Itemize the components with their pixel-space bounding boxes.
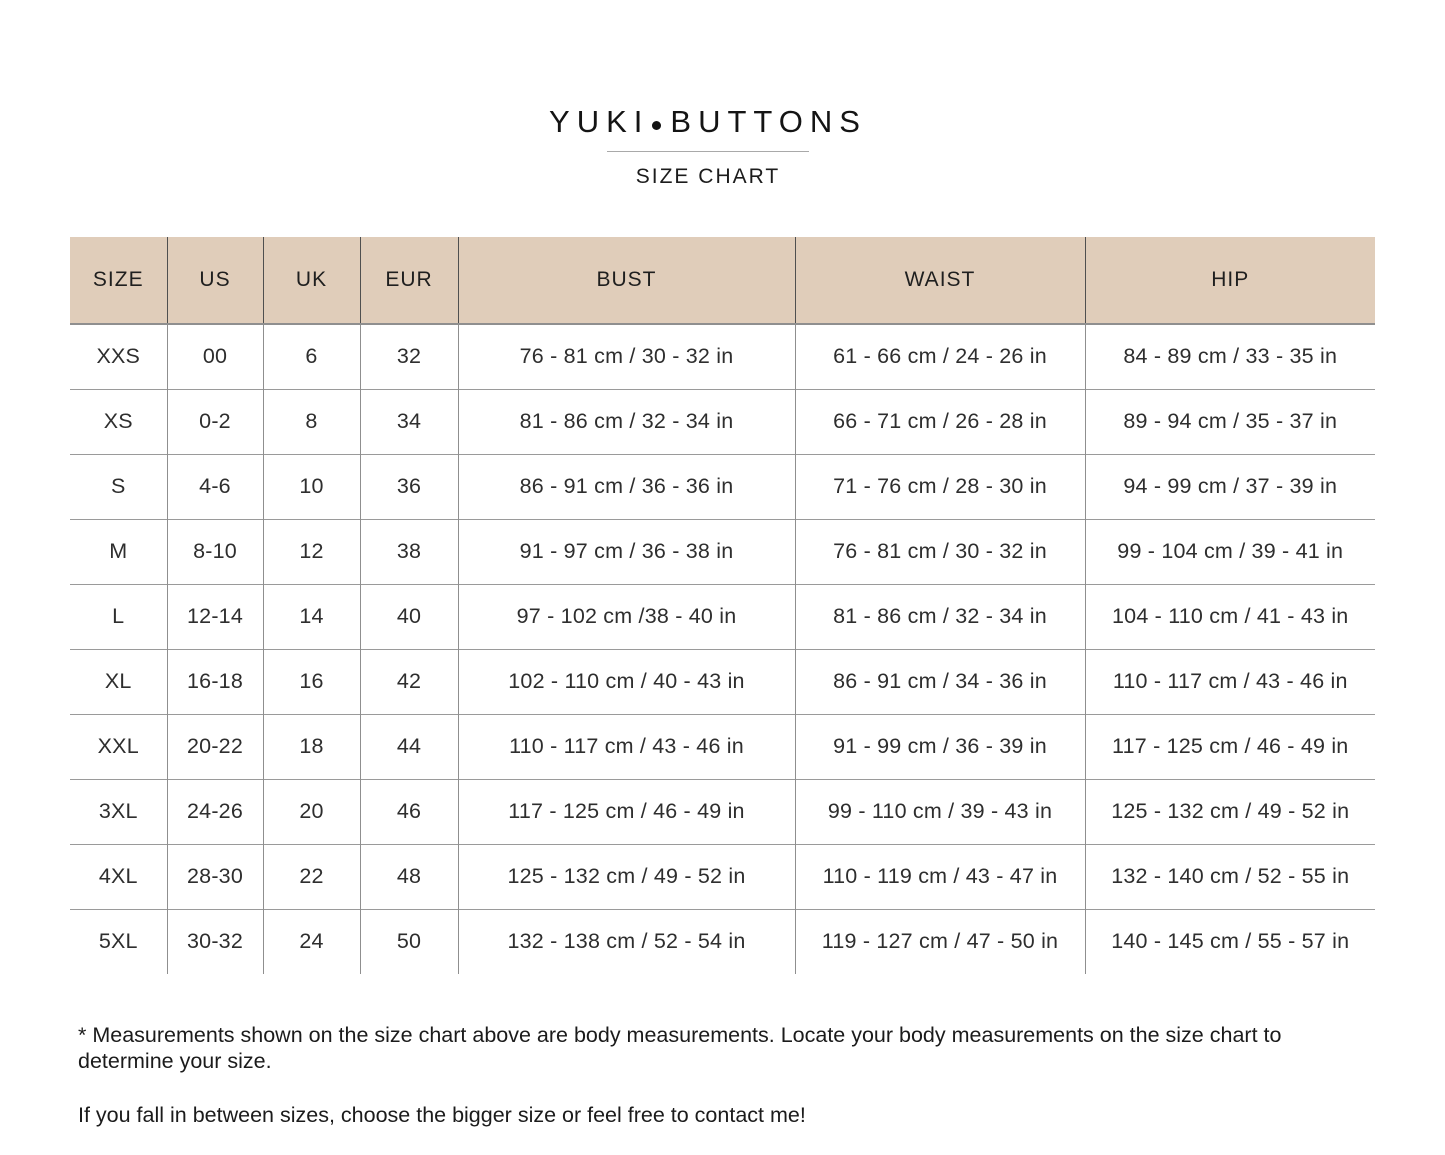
cell-hip: 125 - 132 cm / 49 - 52 in xyxy=(1085,779,1375,844)
cell-hip: 104 - 110 cm / 41 - 43 in xyxy=(1085,584,1375,649)
cell-bust: 97 - 102 cm /38 - 40 in xyxy=(458,584,795,649)
cell-eur: 44 xyxy=(360,714,458,779)
column-header-hip: HIP xyxy=(1085,237,1375,324)
measurement-note: * Measurements shown on the size chart above are body measurements. Locate your body measurements on the size chart to determine your size. xyxy=(78,1023,1282,1074)
cell-size: XL xyxy=(70,649,167,714)
cell-hip: 110 - 117 cm / 43 - 46 in xyxy=(1085,649,1375,714)
cell-waist: 99 - 110 cm / 39 - 43 in xyxy=(795,779,1085,844)
column-header-us: US xyxy=(167,237,263,324)
cell-size: 4XL xyxy=(70,844,167,909)
cell-us: 16-18 xyxy=(167,649,263,714)
cell-bust: 86 - 91 cm / 36 - 36 in xyxy=(458,454,795,519)
column-header-eur: EUR xyxy=(360,237,458,324)
cell-uk: 18 xyxy=(263,714,360,779)
cell-hip: 117 - 125 cm / 46 - 49 in xyxy=(1085,714,1375,779)
cell-bust: 132 - 138 cm / 52 - 54 in xyxy=(458,909,795,974)
table-row-4xl xyxy=(70,844,1375,909)
cell-size: M xyxy=(70,519,167,584)
cell-hip: 99 - 104 cm / 39 - 41 in xyxy=(1085,519,1375,584)
cell-eur: 50 xyxy=(360,909,458,974)
cell-waist: 71 - 76 cm / 28 - 30 in xyxy=(795,454,1085,519)
cell-us: 4-6 xyxy=(167,454,263,519)
cell-uk: 10 xyxy=(263,454,360,519)
cell-us: 00 xyxy=(167,324,263,389)
table-row-xxs xyxy=(70,324,1375,389)
cell-size: XXL xyxy=(70,714,167,779)
size-table-body xyxy=(70,324,1375,974)
cell-waist: 66 - 71 cm / 26 - 28 in xyxy=(795,389,1085,454)
cell-eur: 42 xyxy=(360,649,458,714)
cell-uk: 14 xyxy=(263,584,360,649)
cell-size: 3XL xyxy=(70,779,167,844)
size-table-header-row xyxy=(70,237,1375,324)
cell-size: XS xyxy=(70,389,167,454)
cell-size: 5XL xyxy=(70,909,167,974)
table-row-5xl xyxy=(70,909,1375,974)
table-row-l xyxy=(70,584,1375,649)
document-header xyxy=(0,104,1416,189)
cell-eur: 36 xyxy=(360,454,458,519)
size-chart-table xyxy=(70,237,1375,974)
cell-us: 30-32 xyxy=(167,909,263,974)
title-divider xyxy=(607,151,809,152)
column-header-uk: UK xyxy=(263,237,360,324)
cell-waist: 119 - 127 cm / 47 - 50 in xyxy=(795,909,1085,974)
cell-uk: 24 xyxy=(263,909,360,974)
cell-size: S xyxy=(70,454,167,519)
cell-eur: 40 xyxy=(360,584,458,649)
cell-hip: 84 - 89 cm / 33 - 35 in xyxy=(1123,344,1338,369)
cell-eur: 32 xyxy=(360,324,458,389)
cell-waist: 110 - 119 cm / 43 - 47 in xyxy=(795,844,1085,909)
between-sizes-note: If you fall in between sizes, choose the bigger size or feel free to contact me! xyxy=(78,1103,806,1128)
cell-bust: 102 - 110 cm / 40 - 43 in xyxy=(458,649,795,714)
cell-bust: 110 - 117 cm / 43 - 46 in xyxy=(458,714,795,779)
cell-bust: 76 - 81 cm / 30 - 32 in xyxy=(458,324,795,389)
cell-uk: 12 xyxy=(263,519,360,584)
cell-waist: 76 - 81 cm / 30 - 32 in xyxy=(795,519,1085,584)
cell-waist: 81 - 86 cm / 32 - 34 in xyxy=(795,584,1085,649)
cell-us: 28-30 xyxy=(167,844,263,909)
brand-name-right: BUTTONS xyxy=(670,104,867,139)
table-row-xxl xyxy=(70,714,1375,779)
brand-title xyxy=(549,104,867,140)
cell-us: 20-22 xyxy=(167,714,263,779)
table-row-m xyxy=(70,519,1375,584)
cell-uk: 20 xyxy=(263,779,360,844)
cell-waist: 86 - 91 cm / 34 - 36 in xyxy=(795,649,1085,714)
cell-us: 0-2 xyxy=(167,389,263,454)
cell-us: 24-26 xyxy=(167,779,263,844)
cell-eur: 46 xyxy=(360,779,458,844)
page-title: SIZE CHART xyxy=(635,165,781,188)
cell-us: 12-14 xyxy=(167,584,263,649)
table-row-xs xyxy=(70,389,1375,454)
table-row-s xyxy=(70,454,1375,519)
cell-uk: 6 xyxy=(263,324,360,389)
cell-waist: 61 - 66 cm / 24 - 26 in xyxy=(795,324,1085,389)
table-row-3xl xyxy=(70,779,1375,844)
cell-hip: 89 - 94 cm / 35 - 37 in xyxy=(1085,389,1375,454)
cell-hip: 132 - 140 cm / 52 - 55 in xyxy=(1085,844,1375,909)
cell-bust: 125 - 132 cm / 49 - 52 in xyxy=(458,844,795,909)
cell-eur: 34 xyxy=(360,389,458,454)
cell-uk: 8 xyxy=(263,389,360,454)
brand-name-left: YUKI xyxy=(549,104,650,139)
cell-waist: 91 - 99 cm / 36 - 39 in xyxy=(795,714,1085,779)
table-row-xl xyxy=(70,649,1375,714)
cell-size: L xyxy=(70,584,167,649)
column-header-waist: WAIST xyxy=(795,237,1085,324)
brand-dot-icon xyxy=(652,121,661,130)
cell-eur: 48 xyxy=(360,844,458,909)
column-header-bust: BUST xyxy=(458,237,795,324)
cell-hip: 140 - 145 cm / 55 - 57 in xyxy=(1085,909,1375,974)
footnotes xyxy=(78,1022,1375,1129)
column-header-size: SIZE xyxy=(70,237,167,324)
cell-uk: 16 xyxy=(263,649,360,714)
cell-bust: 117 - 125 cm / 46 - 49 in xyxy=(458,779,795,844)
cell-bust: 91 - 97 cm / 36 - 38 in xyxy=(458,519,795,584)
cell-size: XXS xyxy=(70,324,167,389)
cell-bust: 81 - 86 cm / 32 - 34 in xyxy=(458,389,795,454)
cell-eur: 38 xyxy=(360,519,458,584)
cell-uk: 22 xyxy=(263,844,360,909)
cell-us: 8-10 xyxy=(167,519,263,584)
cell-hip: 94 - 99 cm / 37 - 39 in xyxy=(1085,454,1375,519)
